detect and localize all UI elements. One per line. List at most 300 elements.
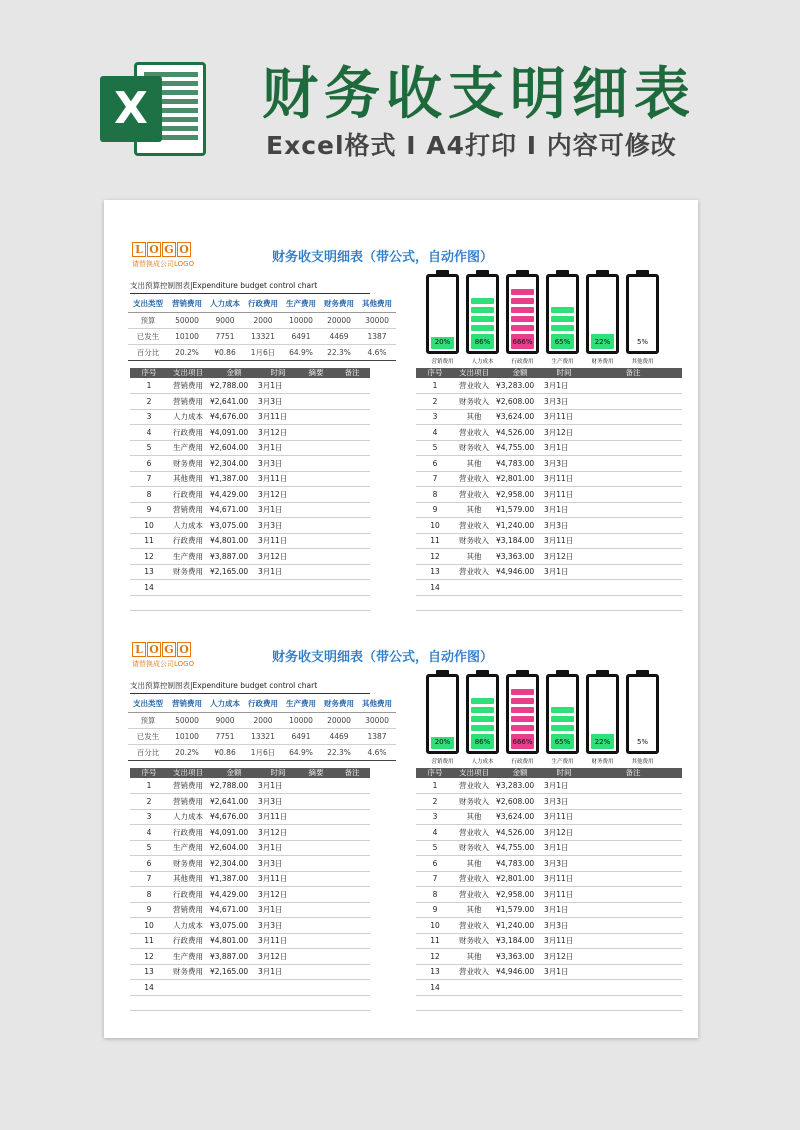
expense-cell[interactable]: ¥1,387.00	[208, 471, 258, 487]
budget-cell[interactable]: 7751	[206, 328, 244, 344]
expense-cell[interactable]: 3月3日	[258, 518, 298, 534]
expense-cell[interactable]: ¥2,641.00	[208, 794, 258, 810]
expense-cell[interactable]: ¥3,887.00	[208, 549, 258, 565]
income-cell[interactable]: ¥3,363.00	[494, 949, 544, 965]
income-cell[interactable]: ¥2,608.00	[494, 394, 544, 410]
income-cell[interactable]: ¥2,608.00	[494, 794, 544, 810]
expense-cell[interactable]	[334, 549, 370, 565]
expense-cell[interactable]: ¥2,304.00	[208, 456, 258, 472]
income-cell[interactable]	[584, 933, 682, 949]
expense-cell[interactable]: 行政费用	[168, 487, 208, 503]
expense-cell[interactable]	[334, 425, 370, 441]
income-cell[interactable]: 营业收入	[454, 487, 494, 503]
expense-cell[interactable]: 人力成本	[168, 809, 208, 825]
budget-cell[interactable]: 4.6%	[358, 744, 396, 760]
expense-cell[interactable]	[208, 980, 258, 996]
expense-cell[interactable]	[298, 980, 334, 996]
expense-cell[interactable]	[298, 409, 334, 425]
income-cell[interactable]	[584, 887, 682, 903]
budget-cell[interactable]: 64.9%	[282, 344, 320, 360]
expense-cell[interactable]	[298, 533, 334, 549]
expense-cell[interactable]: 人力成本	[168, 409, 208, 425]
income-cell[interactable]: 财务收入	[454, 794, 494, 810]
budget-cell[interactable]: 百分比	[128, 744, 168, 760]
expense-cell[interactable]: 3月1日	[258, 378, 298, 394]
budget-cell[interactable]: 预算	[128, 312, 168, 328]
income-cell[interactable]	[584, 949, 682, 965]
expense-cell[interactable]: ¥2,604.00	[208, 440, 258, 456]
budget-cell[interactable]: 2000	[244, 712, 282, 728]
income-cell[interactable]: 营业收入	[454, 471, 494, 487]
expense-cell[interactable]: 3月1日	[258, 564, 298, 580]
expense-cell[interactable]: 2	[130, 794, 168, 810]
income-cell[interactable]: 3月12日	[544, 825, 584, 841]
expense-cell[interactable]: ¥2,604.00	[208, 840, 258, 856]
income-cell[interactable]: 3月3日	[544, 794, 584, 810]
expense-cell[interactable]	[298, 933, 334, 949]
expense-cell[interactable]: 行政费用	[168, 887, 208, 903]
income-cell[interactable]	[454, 980, 494, 996]
income-cell[interactable]	[584, 564, 682, 580]
expense-cell[interactable]	[208, 580, 258, 596]
expense-cell[interactable]	[298, 580, 334, 596]
income-cell[interactable]: 3月1日	[544, 440, 584, 456]
expense-cell[interactable]	[298, 825, 334, 841]
expense-cell[interactable]	[298, 487, 334, 503]
expense-cell[interactable]: 营销费用	[168, 502, 208, 518]
income-cell[interactable]: 3月11日	[544, 809, 584, 825]
income-cell[interactable]: 营业收入	[454, 918, 494, 934]
income-cell[interactable]	[416, 995, 454, 1011]
budget-cell[interactable]: 30000	[358, 712, 396, 728]
expense-cell[interactable]: ¥2,304.00	[208, 856, 258, 872]
income-cell[interactable]: ¥2,958.00	[494, 487, 544, 503]
expense-cell[interactable]: 4	[130, 425, 168, 441]
expense-cell[interactable]	[334, 778, 370, 794]
income-cell[interactable]: 其他	[454, 902, 494, 918]
expense-cell[interactable]: 营销费用	[168, 902, 208, 918]
income-cell[interactable]: 财务收入	[454, 933, 494, 949]
expense-cell[interactable]: ¥4,676.00	[208, 809, 258, 825]
income-cell[interactable]	[584, 471, 682, 487]
income-cell[interactable]: 营业收入	[454, 518, 494, 534]
income-cell[interactable]: 5	[416, 840, 454, 856]
income-cell[interactable]: 3月1日	[544, 378, 584, 394]
income-cell[interactable]: ¥2,801.00	[494, 471, 544, 487]
income-cell[interactable]: 其他	[454, 549, 494, 565]
expense-cell[interactable]	[298, 549, 334, 565]
expense-cell[interactable]	[298, 502, 334, 518]
income-cell[interactable]	[584, 378, 682, 394]
income-cell[interactable]: 7	[416, 471, 454, 487]
budget-cell[interactable]: 9000	[206, 712, 244, 728]
expense-cell[interactable]	[334, 856, 370, 872]
expense-cell[interactable]: 12	[130, 549, 168, 565]
expense-cell[interactable]: ¥2,788.00	[208, 378, 258, 394]
expense-cell[interactable]: 财务费用	[168, 564, 208, 580]
income-cell[interactable]: ¥4,783.00	[494, 856, 544, 872]
income-cell[interactable]	[584, 425, 682, 441]
expense-cell[interactable]: 3月1日	[258, 778, 298, 794]
income-cell[interactable]: 3月1日	[544, 840, 584, 856]
budget-cell[interactable]: 20.2%	[168, 344, 206, 360]
budget-cell[interactable]: 1月6日	[244, 344, 282, 360]
income-cell[interactable]: ¥4,946.00	[494, 564, 544, 580]
expense-cell[interactable]: ¥1,387.00	[208, 871, 258, 887]
budget-cell[interactable]: ¥0.86	[206, 744, 244, 760]
budget-cell[interactable]: 13321	[244, 728, 282, 744]
income-cell[interactable]: 2	[416, 794, 454, 810]
expense-cell[interactable]: 生产费用	[168, 949, 208, 965]
income-cell[interactable]: ¥3,624.00	[494, 809, 544, 825]
expense-cell[interactable]	[298, 440, 334, 456]
expense-cell[interactable]	[298, 949, 334, 965]
expense-cell[interactable]: 10	[130, 518, 168, 534]
expense-cell[interactable]	[298, 378, 334, 394]
expense-cell[interactable]	[334, 502, 370, 518]
budget-cell[interactable]: 22.3%	[320, 344, 358, 360]
expense-cell[interactable]: ¥4,801.00	[208, 933, 258, 949]
expense-cell[interactable]: 6	[130, 456, 168, 472]
income-cell[interactable]: 财务收入	[454, 533, 494, 549]
budget-cell[interactable]: 4469	[320, 328, 358, 344]
income-cell[interactable]: 11	[416, 933, 454, 949]
expense-cell[interactable]: ¥4,676.00	[208, 409, 258, 425]
budget-cell[interactable]: 1月6日	[244, 744, 282, 760]
expense-cell[interactable]	[298, 902, 334, 918]
expense-cell[interactable]: 4	[130, 825, 168, 841]
income-cell[interactable]: 12	[416, 549, 454, 565]
income-cell[interactable]: 3月11日	[544, 487, 584, 503]
income-cell[interactable]: 6	[416, 856, 454, 872]
income-cell[interactable]: 9	[416, 502, 454, 518]
expense-cell[interactable]	[334, 794, 370, 810]
income-cell[interactable]: 营业收入	[454, 871, 494, 887]
income-cell[interactable]: ¥4,526.00	[494, 425, 544, 441]
income-cell[interactable]: 7	[416, 871, 454, 887]
budget-cell[interactable]: 百分比	[128, 344, 168, 360]
income-cell[interactable]	[584, 840, 682, 856]
income-cell[interactable]: 3月11日	[544, 887, 584, 903]
expense-cell[interactable]: 3月12日	[258, 425, 298, 441]
expense-cell[interactable]	[168, 995, 208, 1011]
budget-cell[interactable]: 10000	[282, 712, 320, 728]
income-cell[interactable]: 3月3日	[544, 456, 584, 472]
income-cell[interactable]: 3月11日	[544, 533, 584, 549]
expense-cell[interactable]: 行政费用	[168, 825, 208, 841]
expense-cell[interactable]: 3月11日	[258, 933, 298, 949]
expense-cell[interactable]: 其他费用	[168, 871, 208, 887]
expense-cell[interactable]	[298, 778, 334, 794]
income-cell[interactable]: 财务收入	[454, 440, 494, 456]
income-cell[interactable]: 其他	[454, 456, 494, 472]
income-cell[interactable]: 1	[416, 378, 454, 394]
expense-cell[interactable]	[298, 456, 334, 472]
income-cell[interactable]: 财务收入	[454, 840, 494, 856]
income-cell[interactable]: ¥4,783.00	[494, 456, 544, 472]
income-cell[interactable]: 10	[416, 918, 454, 934]
income-cell[interactable]: ¥1,579.00	[494, 502, 544, 518]
income-cell[interactable]	[584, 964, 682, 980]
expense-cell[interactable]: ¥4,801.00	[208, 533, 258, 549]
expense-cell[interactable]: 10	[130, 918, 168, 934]
budget-cell[interactable]: 10100	[168, 728, 206, 744]
income-cell[interactable]: 3月1日	[544, 902, 584, 918]
expense-cell[interactable]: 财务费用	[168, 964, 208, 980]
expense-cell[interactable]: 3月1日	[258, 440, 298, 456]
income-cell[interactable]	[494, 995, 544, 1011]
income-cell[interactable]	[584, 580, 682, 596]
budget-cell[interactable]: 4469	[320, 728, 358, 744]
expense-cell[interactable]: 3月12日	[258, 887, 298, 903]
income-cell[interactable]: ¥3,624.00	[494, 409, 544, 425]
expense-cell[interactable]	[298, 887, 334, 903]
expense-cell[interactable]	[334, 980, 370, 996]
income-cell[interactable]: 其他	[454, 949, 494, 965]
income-cell[interactable]: ¥1,240.00	[494, 518, 544, 534]
expense-cell[interactable]: ¥2,165.00	[208, 964, 258, 980]
income-cell[interactable]: 3月12日	[544, 425, 584, 441]
expense-cell[interactable]: 3月1日	[258, 902, 298, 918]
expense-cell[interactable]: 3月11日	[258, 471, 298, 487]
expense-cell[interactable]: 8	[130, 887, 168, 903]
income-cell[interactable]: 财务收入	[454, 394, 494, 410]
budget-cell[interactable]: 6491	[282, 328, 320, 344]
expense-cell[interactable]: 人力成本	[168, 918, 208, 934]
income-cell[interactable]	[584, 518, 682, 534]
expense-cell[interactable]: 3月11日	[258, 409, 298, 425]
expense-cell[interactable]: 7	[130, 871, 168, 887]
expense-cell[interactable]: 7	[130, 471, 168, 487]
budget-cell[interactable]: 6491	[282, 728, 320, 744]
expense-cell[interactable]: 3月3日	[258, 918, 298, 934]
income-cell[interactable]: 3月1日	[544, 502, 584, 518]
budget-cell[interactable]: 10000	[282, 312, 320, 328]
income-cell[interactable]	[584, 825, 682, 841]
expense-cell[interactable]: 3月12日	[258, 549, 298, 565]
income-cell[interactable]: 12	[416, 949, 454, 965]
income-cell[interactable]: 13	[416, 964, 454, 980]
expense-cell[interactable]	[334, 918, 370, 934]
budget-cell[interactable]: 20000	[320, 312, 358, 328]
income-cell[interactable]: ¥3,363.00	[494, 549, 544, 565]
expense-cell[interactable]: 财务费用	[168, 456, 208, 472]
income-cell[interactable]: 其他	[454, 809, 494, 825]
expense-cell[interactable]: 3月12日	[258, 487, 298, 503]
income-cell[interactable]: 3月11日	[544, 871, 584, 887]
expense-cell[interactable]	[334, 409, 370, 425]
income-cell[interactable]: 其他	[454, 856, 494, 872]
expense-cell[interactable]: ¥4,671.00	[208, 502, 258, 518]
income-cell[interactable]: 3月1日	[544, 778, 584, 794]
income-cell[interactable]: 5	[416, 440, 454, 456]
income-cell[interactable]: 营业收入	[454, 825, 494, 841]
expense-cell[interactable]	[334, 933, 370, 949]
expense-cell[interactable]: 2	[130, 394, 168, 410]
income-cell[interactable]: ¥2,958.00	[494, 887, 544, 903]
expense-cell[interactable]: ¥4,091.00	[208, 425, 258, 441]
budget-cell[interactable]: ¥0.86	[206, 344, 244, 360]
expense-cell[interactable]: 3月1日	[258, 840, 298, 856]
expense-cell[interactable]	[298, 425, 334, 441]
income-cell[interactable]: ¥3,283.00	[494, 378, 544, 394]
expense-cell[interactable]: ¥2,641.00	[208, 394, 258, 410]
expense-cell[interactable]: 3月1日	[258, 502, 298, 518]
income-cell[interactable]: 3月11日	[544, 933, 584, 949]
expense-cell[interactable]	[258, 995, 298, 1011]
expense-cell[interactable]: 3月3日	[258, 394, 298, 410]
income-cell[interactable]: 6	[416, 456, 454, 472]
income-cell[interactable]	[584, 394, 682, 410]
budget-cell[interactable]: 已发生	[128, 728, 168, 744]
expense-cell[interactable]	[334, 456, 370, 472]
expense-cell[interactable]: 3月11日	[258, 871, 298, 887]
income-cell[interactable]	[584, 502, 682, 518]
income-cell[interactable]: 10	[416, 518, 454, 534]
budget-cell[interactable]: 7751	[206, 728, 244, 744]
expense-cell[interactable]	[298, 964, 334, 980]
income-cell[interactable]: 其他	[454, 409, 494, 425]
expense-cell[interactable]: 3月3日	[258, 856, 298, 872]
income-cell[interactable]	[584, 549, 682, 565]
expense-cell[interactable]: 9	[130, 502, 168, 518]
income-cell[interactable]	[544, 580, 584, 596]
income-cell[interactable]: 13	[416, 564, 454, 580]
income-cell[interactable]	[584, 902, 682, 918]
expense-cell[interactable]: 行政费用	[168, 425, 208, 441]
expense-cell[interactable]	[298, 918, 334, 934]
income-cell[interactable]: 营业收入	[454, 425, 494, 441]
income-cell[interactable]	[494, 580, 544, 596]
income-cell[interactable]: 3月3日	[544, 918, 584, 934]
expense-cell[interactable]	[208, 995, 258, 1011]
budget-cell[interactable]: 预算	[128, 712, 168, 728]
expense-cell[interactable]: 12	[130, 949, 168, 965]
expense-cell[interactable]	[334, 518, 370, 534]
expense-cell[interactable]	[334, 394, 370, 410]
income-cell[interactable]: 3月3日	[544, 856, 584, 872]
expense-cell[interactable]	[258, 980, 298, 996]
expense-cell[interactable]: 人力成本	[168, 518, 208, 534]
expense-cell[interactable]	[298, 564, 334, 580]
expense-cell[interactable]: 5	[130, 840, 168, 856]
income-cell[interactable]	[584, 440, 682, 456]
expense-cell[interactable]	[334, 871, 370, 887]
budget-cell[interactable]: 1387	[358, 328, 396, 344]
expense-cell[interactable]	[298, 518, 334, 534]
expense-cell[interactable]: ¥4,429.00	[208, 887, 258, 903]
expense-cell[interactable]	[298, 809, 334, 825]
income-cell[interactable]: ¥1,579.00	[494, 902, 544, 918]
expense-cell[interactable]: 3月3日	[258, 794, 298, 810]
expense-cell[interactable]	[168, 980, 208, 996]
expense-cell[interactable]: 行政费用	[168, 533, 208, 549]
expense-cell[interactable]: 8	[130, 487, 168, 503]
expense-cell[interactable]	[334, 887, 370, 903]
income-cell[interactable]: 3月1日	[544, 964, 584, 980]
expense-cell[interactable]: 营销费用	[168, 394, 208, 410]
income-cell[interactable]	[584, 533, 682, 549]
budget-cell[interactable]: 10100	[168, 328, 206, 344]
income-cell[interactable]: 3月12日	[544, 949, 584, 965]
expense-cell[interactable]: 6	[130, 856, 168, 872]
expense-cell[interactable]: ¥4,091.00	[208, 825, 258, 841]
expense-cell[interactable]: 其他费用	[168, 471, 208, 487]
income-cell[interactable]	[584, 809, 682, 825]
expense-cell[interactable]: 营销费用	[168, 778, 208, 794]
expense-cell[interactable]: ¥2,788.00	[208, 778, 258, 794]
expense-cell[interactable]	[298, 471, 334, 487]
income-cell[interactable]	[584, 794, 682, 810]
budget-cell[interactable]: 13321	[244, 328, 282, 344]
income-cell[interactable]	[454, 580, 494, 596]
income-cell[interactable]: ¥3,184.00	[494, 533, 544, 549]
expense-cell[interactable]	[334, 949, 370, 965]
expense-cell[interactable]	[298, 995, 334, 1011]
income-cell[interactable]	[584, 856, 682, 872]
income-cell[interactable]: 14	[416, 580, 454, 596]
income-cell[interactable]: 2	[416, 394, 454, 410]
budget-cell[interactable]: 30000	[358, 312, 396, 328]
income-cell[interactable]: ¥1,240.00	[494, 918, 544, 934]
income-cell[interactable]: 8	[416, 487, 454, 503]
expense-cell[interactable]: 营销费用	[168, 794, 208, 810]
budget-cell[interactable]: 22.3%	[320, 744, 358, 760]
expense-cell[interactable]	[334, 840, 370, 856]
expense-cell[interactable]: 生产费用	[168, 549, 208, 565]
expense-cell[interactable]: 生产费用	[168, 440, 208, 456]
income-cell[interactable]	[584, 456, 682, 472]
expense-cell[interactable]: 3月3日	[258, 456, 298, 472]
income-cell[interactable]	[454, 995, 494, 1011]
expense-cell[interactable]	[334, 471, 370, 487]
expense-cell[interactable]: ¥3,075.00	[208, 918, 258, 934]
income-cell[interactable]: 3	[416, 809, 454, 825]
expense-cell[interactable]	[130, 995, 168, 1011]
income-cell[interactable]: ¥3,184.00	[494, 933, 544, 949]
budget-cell[interactable]: 50000	[168, 712, 206, 728]
budget-cell[interactable]: 9000	[206, 312, 244, 328]
expense-cell[interactable]	[298, 394, 334, 410]
expense-cell[interactable]: 11	[130, 533, 168, 549]
budget-cell[interactable]: 1387	[358, 728, 396, 744]
income-cell[interactable]	[584, 487, 682, 503]
expense-cell[interactable]: 14	[130, 980, 168, 996]
income-cell[interactable]	[584, 871, 682, 887]
expense-cell[interactable]: 3月11日	[258, 533, 298, 549]
expense-cell[interactable]	[334, 378, 370, 394]
budget-cell[interactable]: 50000	[168, 312, 206, 328]
expense-cell[interactable]	[168, 580, 208, 596]
expense-cell[interactable]	[334, 825, 370, 841]
expense-cell[interactable]: 3月12日	[258, 949, 298, 965]
expense-cell[interactable]	[298, 856, 334, 872]
expense-cell[interactable]: 3	[130, 809, 168, 825]
income-cell[interactable]	[584, 995, 682, 1011]
expense-cell[interactable]: ¥3,887.00	[208, 949, 258, 965]
income-cell[interactable]	[494, 980, 544, 996]
income-cell[interactable]	[584, 409, 682, 425]
budget-cell[interactable]: 已发生	[128, 328, 168, 344]
expense-cell[interactable]: 1	[130, 378, 168, 394]
income-cell[interactable]	[544, 995, 584, 1011]
income-cell[interactable]: 营业收入	[454, 778, 494, 794]
expense-cell[interactable]	[334, 487, 370, 503]
expense-cell[interactable]: 11	[130, 933, 168, 949]
expense-cell[interactable]: 营销费用	[168, 378, 208, 394]
income-cell[interactable]: 1	[416, 778, 454, 794]
income-cell[interactable]: 4	[416, 425, 454, 441]
